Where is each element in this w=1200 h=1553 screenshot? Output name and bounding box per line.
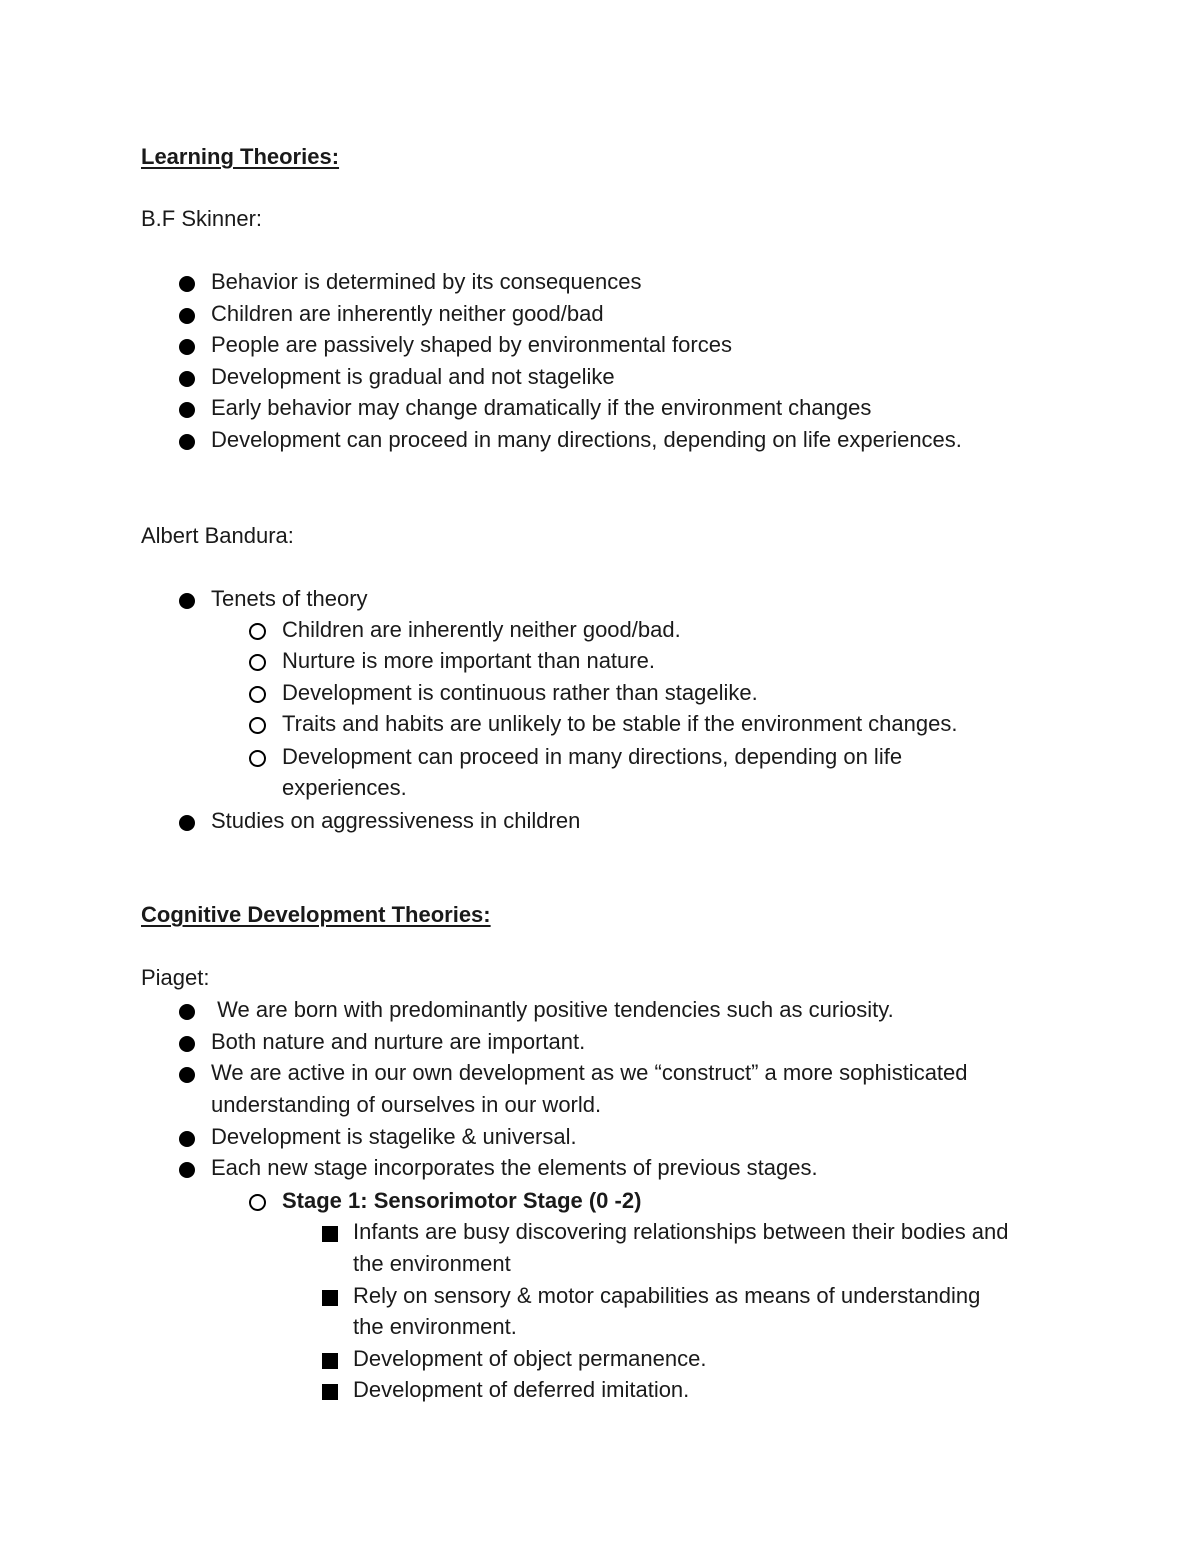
stage-1-point-continuation: the environment. <box>353 1314 517 1339</box>
stage-1-point: Rely on sensory & motor capabilities as means of understanding <box>353 1283 981 1308</box>
bullet-disc-icon <box>179 339 195 355</box>
piaget-item: Both nature and nurture are important. <box>211 1029 586 1054</box>
bandura-tenet: Development is continuous rather than stagelike. <box>282 680 758 705</box>
bandura-tenet: Children are inherently neither good/bad. <box>282 617 681 642</box>
bandura-tenet: Nurture is more important than nature. <box>282 648 655 673</box>
skinner-title: B.F Skinner: <box>141 206 263 231</box>
bullet-circle-icon <box>249 717 266 734</box>
section-heading-learning-theories: Learning Theories: <box>141 144 340 169</box>
piaget-item: We are born with predominantly positive tendencies such as curiosity. <box>211 997 894 1022</box>
bandura-tenets-label: Tenets of theory <box>211 586 368 611</box>
skinner-item: Behavior is determined by its consequences <box>211 269 642 294</box>
bullet-disc-icon <box>179 402 195 418</box>
stage-1-point: Development of deferred imitation. <box>353 1377 690 1402</box>
bullet-square-icon <box>322 1384 338 1400</box>
skinner-item: Early behavior may change dramatically if the environment changes <box>211 395 872 420</box>
bullet-disc-icon <box>179 276 195 292</box>
stage-1-title: Stage 1: Sensorimotor Stage (0 -2) <box>282 1188 642 1213</box>
bullet-disc-icon <box>179 1067 195 1083</box>
skinner-item: Development can proceed in many directions, depending on life experiences. <box>211 427 962 452</box>
bullet-disc-icon <box>179 308 195 324</box>
bullet-circle-icon <box>249 654 266 671</box>
bullet-square-icon <box>322 1353 338 1369</box>
bullet-disc-icon <box>179 1162 195 1178</box>
piaget-item-continuation: understanding of ourselves in our world. <box>211 1092 602 1117</box>
bullet-disc-icon <box>179 1131 195 1147</box>
bandura-title: Albert Bandura: <box>141 523 294 548</box>
skinner-item: Children are inherently neither good/bad <box>211 301 604 326</box>
piaget-item: Development is stagelike & universal. <box>211 1124 577 1149</box>
bullet-disc-icon <box>179 815 195 831</box>
bandura-tenet: Traits and habits are unlikely to be stable if the environment changes. <box>282 711 958 736</box>
stage-1-point: Infants are busy discovering relationships between their bodies and <box>353 1219 1009 1244</box>
skinner-item: People are passively shaped by environmental forces <box>211 332 732 357</box>
bullet-square-icon <box>322 1226 338 1242</box>
bullet-circle-icon <box>249 750 266 767</box>
bandura-tenet: Development can proceed in many directions, depending on life <box>282 744 903 769</box>
bandura-tenet-continuation: experiences. <box>282 775 407 800</box>
bullet-square-icon <box>322 1290 338 1306</box>
bandura-studies: Studies on aggressiveness in children <box>211 808 581 833</box>
bullet-circle-icon <box>249 686 266 703</box>
stage-1-point-continuation: the environment <box>353 1251 511 1276</box>
skinner-item: Development is gradual and not stagelike <box>211 364 615 389</box>
piaget-item: We are active in our own development as we “construct” a more sophisticated <box>211 1060 968 1085</box>
section-heading-cognitive-development: Cognitive Development Theories: <box>141 902 491 927</box>
stage-1-point: Development of object permanence. <box>353 1346 707 1371</box>
bullet-disc-icon <box>179 371 195 387</box>
bullet-disc-icon <box>179 593 195 609</box>
bullet-disc-icon <box>179 1036 195 1052</box>
bullet-disc-icon <box>179 1004 195 1020</box>
bullet-circle-icon <box>249 623 266 640</box>
bullet-disc-icon <box>179 434 195 450</box>
bullet-circle-icon <box>249 1194 266 1211</box>
piaget-title: Piaget: <box>141 965 210 990</box>
piaget-item: Each new stage incorporates the elements of previous stages. <box>211 1155 818 1180</box>
